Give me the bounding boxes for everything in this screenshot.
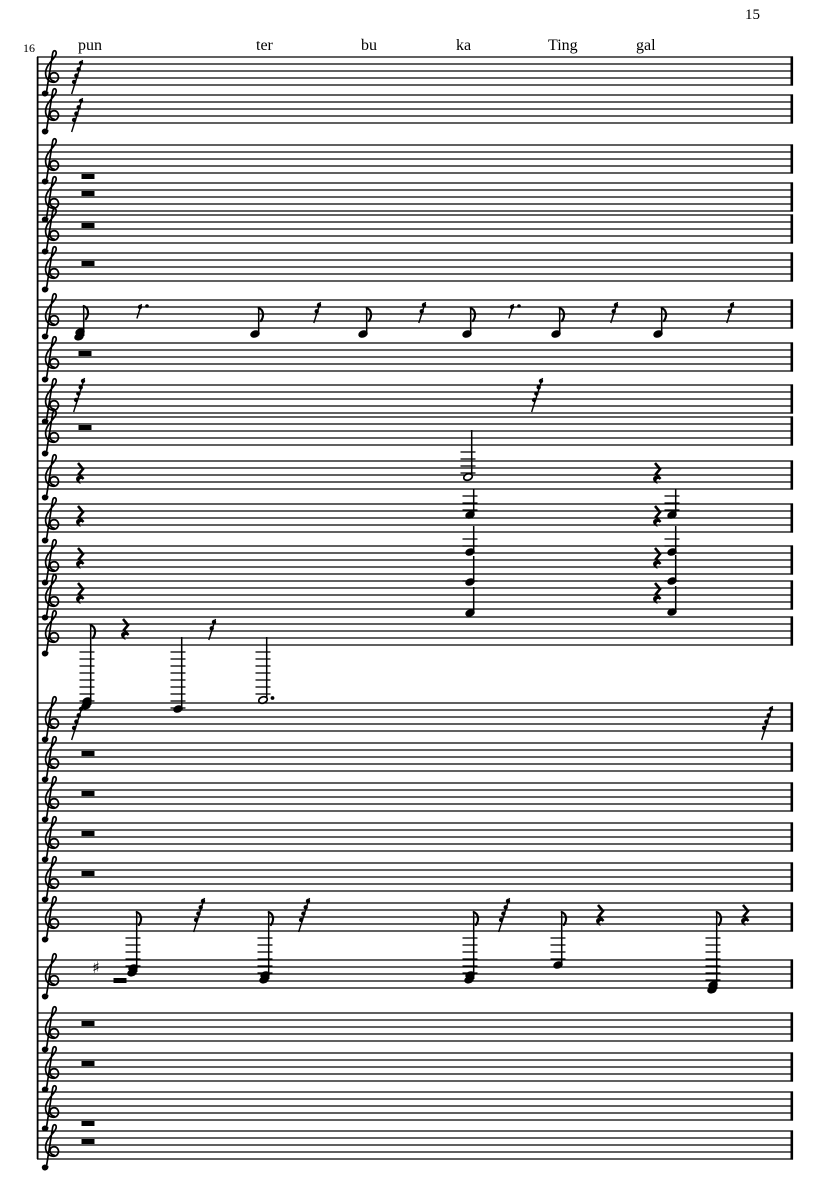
sixty-fourth-rest xyxy=(72,98,84,132)
staff xyxy=(37,498,793,543)
staff xyxy=(37,897,793,942)
whole-rest xyxy=(82,261,95,266)
staff xyxy=(37,139,793,184)
lyric-line xyxy=(78,37,656,54)
staff xyxy=(37,1125,793,1170)
staff xyxy=(37,540,793,585)
quarter-rest xyxy=(76,506,83,527)
staff xyxy=(37,954,793,999)
quarter-rest xyxy=(653,463,660,484)
quarter-rest xyxy=(741,905,748,926)
staff xyxy=(37,89,793,134)
lyric-syllable: ter xyxy=(256,37,273,54)
staff xyxy=(37,857,793,902)
whole-rest xyxy=(82,1139,95,1144)
staff xyxy=(37,209,793,254)
sixteenth-rest xyxy=(419,302,426,323)
staff xyxy=(37,51,793,96)
quarter-rest xyxy=(653,583,660,604)
sixteenth-rest xyxy=(209,619,216,640)
measure-number: 16 xyxy=(23,41,35,55)
sixty-fourth-rest xyxy=(72,706,84,740)
lyric-syllable: gal xyxy=(636,37,656,54)
eighth-note xyxy=(463,912,479,984)
eighth-note xyxy=(258,912,274,984)
lyric-syllable: Ting xyxy=(548,37,578,54)
page-number: 15 xyxy=(745,7,760,23)
sixty-fourth-rest xyxy=(72,60,84,94)
whole-rest xyxy=(79,425,92,430)
staff xyxy=(37,337,793,382)
staff xyxy=(37,1086,793,1131)
quarter-rest xyxy=(653,548,660,569)
staff xyxy=(37,247,793,292)
sharp-accidental: ♯ xyxy=(92,958,100,977)
staff xyxy=(37,1007,793,1052)
eighth-note xyxy=(250,308,263,338)
whole-rest xyxy=(82,791,95,796)
quarter-rest xyxy=(653,506,660,527)
quarter-note xyxy=(667,586,677,616)
sixty-fourth-rest xyxy=(532,378,544,412)
quarter-rest xyxy=(76,583,83,604)
staff xyxy=(37,611,793,656)
eighth-note xyxy=(358,308,371,338)
eighth-note xyxy=(462,308,475,338)
quarter-rest xyxy=(76,548,83,569)
staff xyxy=(37,737,793,782)
dotted-half-note xyxy=(256,637,275,704)
sixteenth-rest xyxy=(727,302,734,323)
staff xyxy=(37,817,793,862)
staff xyxy=(37,411,793,456)
staff xyxy=(37,575,793,620)
staff xyxy=(37,777,793,822)
whole-rest xyxy=(82,1021,95,1026)
whole-rest xyxy=(82,751,95,756)
whole-rest xyxy=(79,351,92,356)
dotted-eighth-rest xyxy=(509,304,521,319)
quarter-note xyxy=(171,637,186,713)
staff xyxy=(37,1047,793,1092)
quarter-rest xyxy=(76,463,83,484)
whole-rest xyxy=(82,1121,95,1126)
whole-rest xyxy=(82,871,95,876)
eighth-note xyxy=(653,308,666,338)
quarter-note xyxy=(665,526,680,556)
lyric-syllable: pun xyxy=(78,37,102,54)
eighth-note xyxy=(551,308,564,338)
lyric-syllable: bu xyxy=(361,37,377,54)
staff xyxy=(37,697,793,742)
sixteenth-rest xyxy=(611,302,618,323)
whole-rest xyxy=(82,223,95,228)
sixty-fourth-rest xyxy=(762,706,774,740)
quarter-note xyxy=(463,526,478,556)
whole-rest xyxy=(82,174,95,179)
eighth-note xyxy=(74,306,88,341)
lyric-syllable: ka xyxy=(456,37,472,54)
eighth-note xyxy=(551,912,567,969)
dotted-eighth-rest xyxy=(137,304,149,319)
sixteenth-rest xyxy=(314,302,321,323)
quarter-rest xyxy=(596,905,603,926)
whole-rest xyxy=(82,191,95,196)
whole-rest xyxy=(82,1061,95,1066)
staff xyxy=(37,455,793,500)
staff xyxy=(37,294,793,339)
whole-rest xyxy=(114,978,127,983)
quarter-rest xyxy=(121,619,128,640)
sixty-fourth-rest xyxy=(74,378,86,412)
whole-rest xyxy=(82,831,95,836)
